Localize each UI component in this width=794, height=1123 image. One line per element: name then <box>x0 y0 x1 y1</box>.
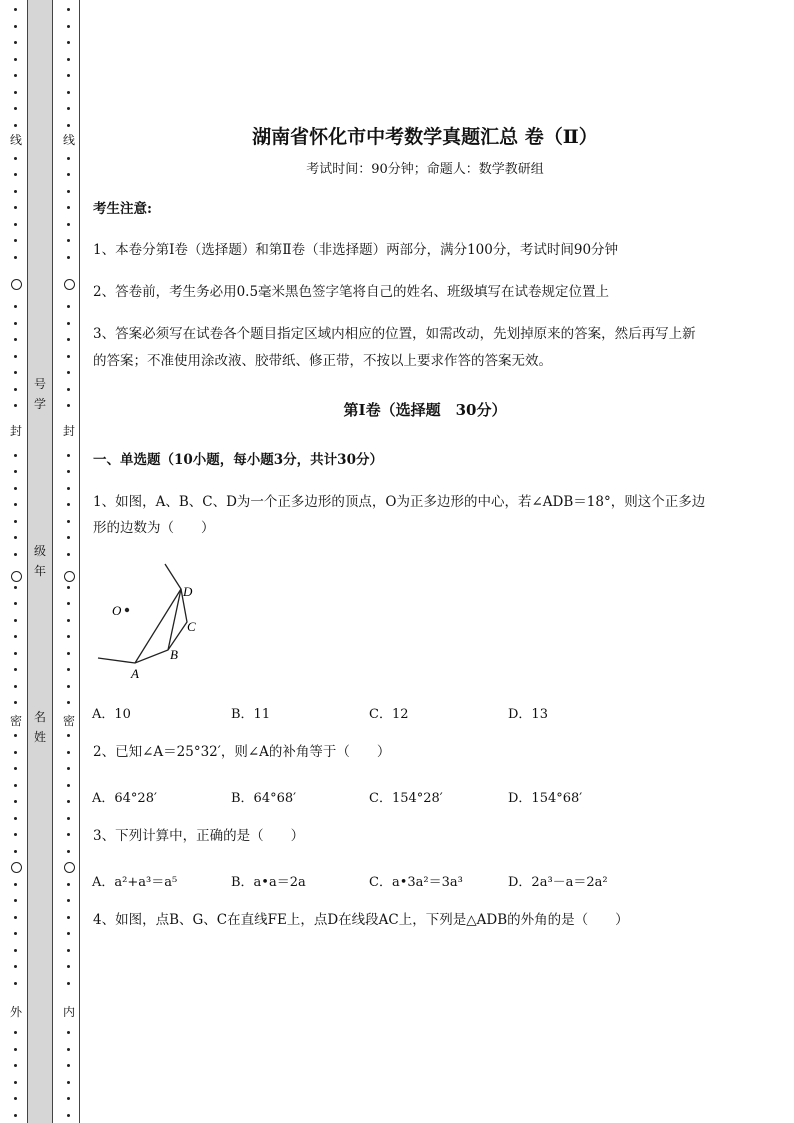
binding-dot <box>67 536 70 539</box>
binding-dot <box>14 173 17 176</box>
binding-dot <box>14 503 17 506</box>
binding-dot <box>67 1048 70 1051</box>
q1-stem-line-1: 1、如图，A、B、C、D为一个正多边形的顶点，O为正多边形的中心，若∠ADB＝18°，则这个正多边 <box>93 494 706 510</box>
q2-option-b[interactable]: B．64°68′ <box>231 791 297 806</box>
binding-dot <box>14 1064 17 1067</box>
binding-dot <box>14 668 17 671</box>
binding-dot <box>14 404 17 407</box>
inner-mark-line: 线 <box>62 133 75 147</box>
q2-stem: 2、已知∠A＝25°32′，则∠A的补角等于（ ） <box>93 744 391 760</box>
binding-dot <box>67 850 70 853</box>
binding-dot <box>14 74 17 77</box>
notice-heading: 考生注意: <box>93 201 152 217</box>
q3-option-c[interactable]: C．a•3a²＝3a³ <box>369 875 463 890</box>
binding-dot <box>14 784 17 787</box>
binding-dot <box>14 256 17 259</box>
binding-dot <box>14 1114 17 1117</box>
binding-dot <box>14 454 17 457</box>
binding-dot <box>14 487 17 490</box>
q2-option-a[interactable]: A．64°28′ <box>92 791 157 806</box>
q1-stem-line-2: 形的边数为（ ） <box>93 520 215 536</box>
q2-option-c[interactable]: C．154°28′ <box>369 791 443 806</box>
binding-dot <box>14 322 17 325</box>
q3-option-b[interactable]: B．a•a＝2a <box>231 875 306 890</box>
binding-dot <box>67 965 70 968</box>
binding-dot <box>67 388 70 391</box>
q1-center-point <box>125 608 129 612</box>
exam-title: 湖南省怀化市中考数学真题汇总 卷（Ⅱ） <box>252 126 598 148</box>
inner-mark-seal: 封 <box>62 424 75 438</box>
outer-dotted-line <box>10 0 22 1123</box>
binding-dot <box>14 949 17 952</box>
binding-dot <box>14 41 17 44</box>
outer-circle-mark <box>11 279 22 290</box>
binding-dot <box>67 239 70 242</box>
q3-option-a[interactable]: A．a²+a³＝a⁵ <box>92 875 178 890</box>
binding-dot <box>14 355 17 358</box>
binding-dot <box>67 1114 70 1117</box>
binding-dot <box>67 322 70 325</box>
binding-dot <box>67 223 70 226</box>
binding-dot <box>14 751 17 754</box>
inner-mark-secret: 密 <box>62 714 75 728</box>
binding-dot <box>67 305 70 308</box>
binding-dot <box>67 916 70 919</box>
binding-dot <box>67 602 70 605</box>
q1-label-B: B <box>170 647 178 662</box>
binding-dot <box>67 1031 70 1034</box>
binding-dot <box>67 949 70 952</box>
inner-border <box>79 0 80 1123</box>
binding-dot <box>67 1081 70 1084</box>
binding-dot <box>67 107 70 110</box>
binding-dot <box>14 553 17 556</box>
exam-subtitle: 考试时间：90分钟；命题人：数学教研组 <box>306 162 544 177</box>
binding-dot <box>14 536 17 539</box>
binding-dot <box>67 470 70 473</box>
binding-dot <box>67 157 70 160</box>
q1-option-b[interactable]: B．11 <box>231 707 271 722</box>
binding-dot <box>14 470 17 473</box>
binding-dot <box>14 58 17 61</box>
binding-dot <box>14 1081 17 1084</box>
binding-dot <box>14 1031 17 1034</box>
binding-dot <box>67 883 70 886</box>
binding-dot <box>14 223 17 226</box>
binding-dot <box>67 784 70 787</box>
name-label: 名姓 <box>33 710 46 744</box>
binding-dot <box>14 190 17 193</box>
binding-dot <box>67 619 70 622</box>
binding-dot <box>14 982 17 985</box>
binding-dot <box>14 916 17 919</box>
binding-dot <box>67 1097 70 1100</box>
binding-dot <box>14 124 17 127</box>
binding-dot <box>14 734 17 737</box>
notice-item-3-line-1: 3、答案必须写在试卷各个题目指定区域内相应的位置，如需改动，先划掉原来的答案，然后再写上新 <box>93 326 696 342</box>
binding-dot <box>67 173 70 176</box>
binding-dot <box>67 899 70 902</box>
q3-option-d[interactable]: D．2a³－a＝2a² <box>508 875 608 890</box>
q3-stem: 3、下列计算中，正确的是（ ） <box>93 828 305 844</box>
binding-dot <box>67 371 70 374</box>
binding-dot <box>67 668 70 671</box>
binding-dot <box>14 1097 17 1100</box>
binding-dot <box>14 800 17 803</box>
outer-mark-seal: 封 <box>9 424 22 438</box>
binding-dot <box>67 190 70 193</box>
grade-label: 级年 <box>33 544 46 578</box>
binding-dot <box>67 767 70 770</box>
binding-dot <box>67 487 70 490</box>
binding-dot <box>14 239 17 242</box>
q4-stem: 4、如图，点B、G、C在直线FE上，点D在线段AC上，下列是△ADB的外角的是（ ） <box>93 912 629 928</box>
binding-dot <box>67 701 70 704</box>
binding-dot <box>67 982 70 985</box>
binding-dot <box>67 833 70 836</box>
binding-dot <box>67 206 70 209</box>
binding-dot <box>67 553 70 556</box>
binding-dot <box>14 850 17 853</box>
binding-dot <box>67 74 70 77</box>
notice-item-2: 2、答卷前，考生务必用0.5毫米黑色签字笔将自己的姓名、班级填写在试卷规定位置上 <box>93 284 610 300</box>
binding-dot <box>67 503 70 506</box>
binding-dot <box>67 635 70 638</box>
binding-dot <box>14 206 17 209</box>
binding-dot <box>14 157 17 160</box>
binding-dot <box>67 124 70 127</box>
binding-dot <box>67 338 70 341</box>
student-number-label: 号学 <box>33 377 46 411</box>
binding-dot <box>14 932 17 935</box>
q1-label-O: O <box>112 603 122 618</box>
binding-dot <box>14 388 17 391</box>
binding-dot <box>14 619 17 622</box>
binding-dot <box>14 899 17 902</box>
binding-dot <box>67 1064 70 1067</box>
binding-dot <box>14 1048 17 1051</box>
binding-dot <box>14 25 17 28</box>
binding-dot <box>67 58 70 61</box>
binding-dot <box>67 751 70 754</box>
binding-dot <box>67 652 70 655</box>
outer-circle-mark <box>11 571 22 582</box>
binding-dot <box>67 91 70 94</box>
binding-dot <box>67 586 70 589</box>
binding-dot <box>67 932 70 935</box>
binding-dot <box>67 256 70 259</box>
binding-dot <box>14 652 17 655</box>
outer-mark-line: 线 <box>9 133 22 147</box>
inner-circle-mark <box>64 571 75 582</box>
binding-dot <box>14 338 17 341</box>
binding-dot <box>14 305 17 308</box>
q2-option-d[interactable]: D．154°68′ <box>508 791 583 806</box>
binding-dot <box>67 25 70 28</box>
binding-dot <box>14 685 17 688</box>
inner-dotted-line <box>63 0 75 1123</box>
binding-dot <box>14 701 17 704</box>
binding-dot <box>67 355 70 358</box>
binding-dot <box>14 833 17 836</box>
binding-dot <box>67 41 70 44</box>
outer-mark-outside: 外 <box>9 1005 22 1019</box>
binding-dot <box>67 8 70 11</box>
binding-dot <box>14 586 17 589</box>
inner-circle-mark <box>64 279 75 290</box>
binding-dot <box>67 800 70 803</box>
binding-border-left <box>27 0 28 1123</box>
q1-label-A: A <box>131 666 139 681</box>
binding-dot <box>14 91 17 94</box>
outer-mark-secret: 密 <box>9 714 22 728</box>
binding-dot <box>14 965 17 968</box>
binding-dot <box>14 635 17 638</box>
q1-option-d[interactable]: D．13 <box>508 707 548 722</box>
inner-circle-mark <box>64 862 75 873</box>
binding-dot <box>14 107 17 110</box>
q1-label-D: D <box>183 584 193 599</box>
notice-item-3-line-2: 的答案；不准使用涂改液、胶带纸、修正带，不按以上要求作答的答案无效。 <box>93 353 552 369</box>
binding-dot <box>67 454 70 457</box>
inner-mark-inside: 内 <box>62 1005 75 1019</box>
binding-dot <box>14 817 17 820</box>
binding-dot <box>14 8 17 11</box>
q1-option-a[interactable]: A．10 <box>92 707 131 722</box>
binding-dot <box>67 404 70 407</box>
q1-option-c[interactable]: C．12 <box>369 707 409 722</box>
binding-dot <box>14 520 17 523</box>
notice-item-1: 1、本卷分第I卷（选择题）和第Ⅱ卷（非选择题）两部分，满分100分，考试时间90分钟 <box>93 242 619 258</box>
binding-dot <box>67 817 70 820</box>
binding-dot <box>67 685 70 688</box>
q1-label-C: C <box>187 619 196 634</box>
binding-dot <box>14 883 17 886</box>
binding-border-right <box>52 0 53 1123</box>
part-heading: 一、单选题（10小题，每小题3分，共计30分） <box>93 452 383 468</box>
binding-dot <box>67 734 70 737</box>
binding-dot <box>14 371 17 374</box>
binding-dot <box>67 520 70 523</box>
outer-circle-mark <box>11 862 22 873</box>
q1-polygon-figure <box>90 558 220 683</box>
binding-dot <box>14 602 17 605</box>
section-title: 第I卷（选择题 30分） <box>343 401 507 419</box>
binding-dot <box>14 767 17 770</box>
